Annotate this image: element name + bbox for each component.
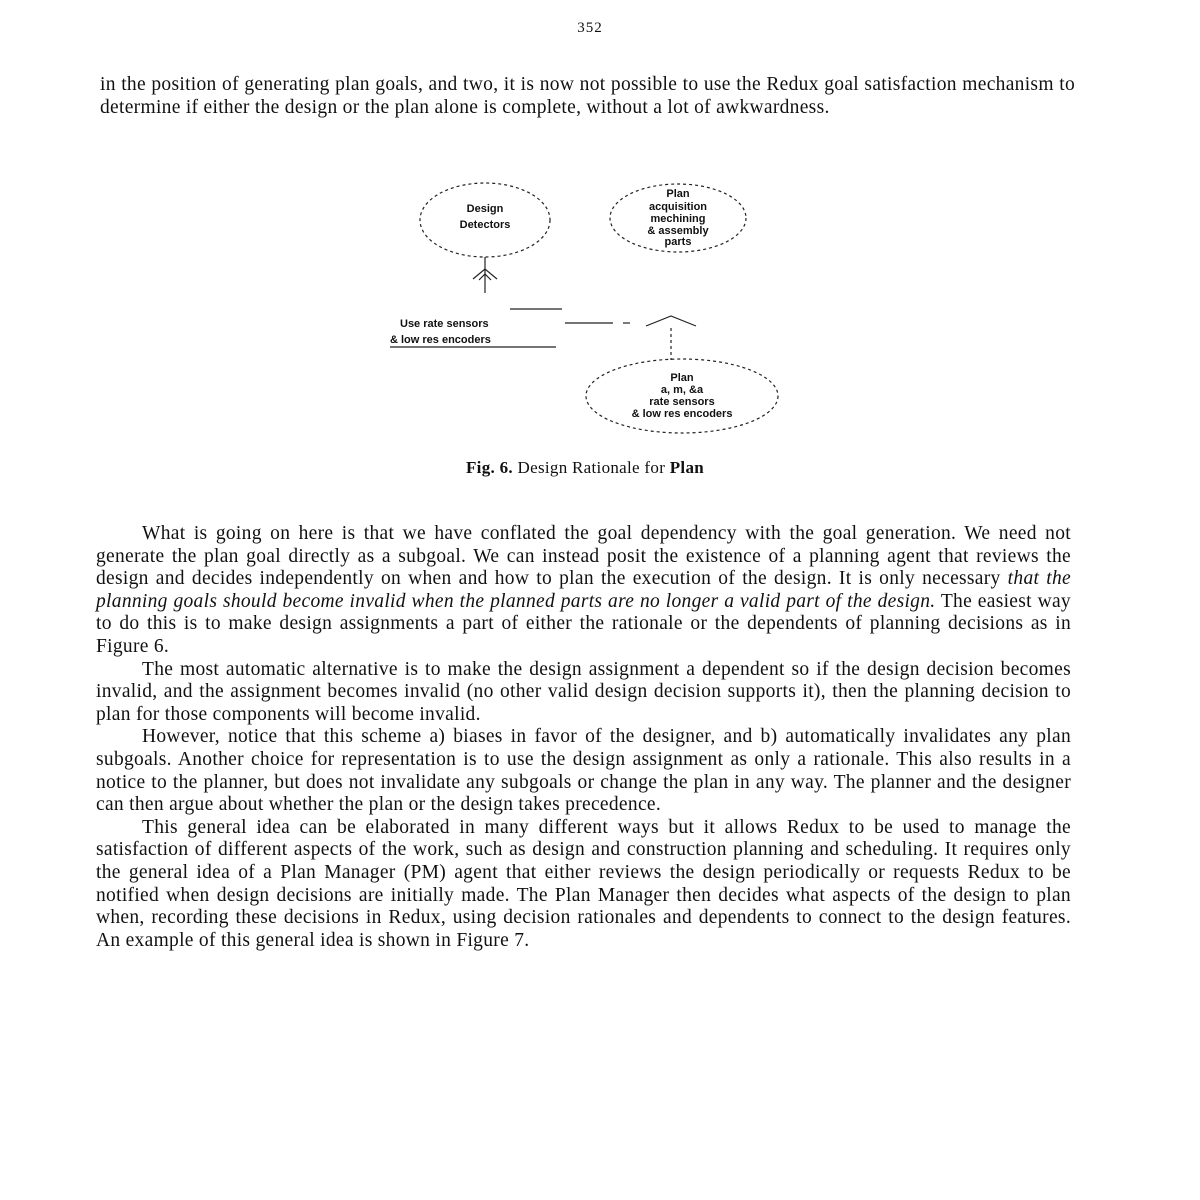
design-rationale-diagram xyxy=(380,176,800,446)
plan-rate-sensors-line-2: a, m, &a xyxy=(660,384,704,396)
use-rate-sensors-line-1: Use rate sensors xyxy=(400,318,489,330)
plan-acquisition-line-3: mechining xyxy=(650,213,706,225)
plan-acquisition-line-2: acquisition xyxy=(648,201,708,213)
intro-paragraph: in the position of generating plan goals, and two, it is now not possible to use the Redux goal satisfaction mechanism to determine if either the design or the plan alone is complete, without a lot of awkwardness. xyxy=(100,74,1075,118)
plan-rate-sensors-line-4: & low res encoders xyxy=(631,408,733,420)
caption-text: Design Rationale for xyxy=(517,458,666,477)
body-text xyxy=(96,523,1071,952)
paragraph-2: The most automatic alternative is to make the design assignment a dependent so if the design decision becomes invalid, and the assignment becomes invalid (no other valid design decision supports it), then the planning decision to plan for those components will become invalid. xyxy=(96,658,1071,725)
plan-acquisition-line-5: parts xyxy=(664,236,692,248)
design-detectors-line-1: Design xyxy=(466,203,504,215)
plan-rate-sensors-line-3: rate sensors xyxy=(649,396,715,408)
plan-acquisition-line-4: & assembly xyxy=(647,225,709,237)
plan-rate-sensors-line-1: Plan xyxy=(670,372,694,384)
figure-caption xyxy=(0,458,1170,478)
figure-6 xyxy=(380,176,800,446)
caption-last-word: Plan xyxy=(669,458,704,477)
caption-label: Fig. 6. xyxy=(466,458,513,477)
page-number: 352 xyxy=(577,20,603,36)
paragraph-4: This general idea can be elaborated in many different ways but it allows Redux to be used to manage the satisfaction of different aspects of the work, such as design and construction planning and scheduling. It requires only the general idea of a Plan Manager (PM) agent that either reviews the design periodically or requests Redux to be notified when design decisions are initially made. The Plan Manager then decides what aspects of the design to plan when, recording these decisions in Redux, using decision rationales and dependents to connect to the design features. An example of this general idea is shown in Figure 7. xyxy=(96,816,1071,951)
design-detectors-line-2: Detectors xyxy=(459,219,511,231)
paragraph-1-emphasis: that the planning goals should become invalid when the planned parts are no longer a valid part of the design. xyxy=(96,568,1071,612)
paragraph-1-end: The easiest way to do this is to make design assignments a part of either the rationale or the dependents of planning decisions as in Figure 6. xyxy=(96,590,1071,657)
paragraph-1-start: What is going on here is that we have conflated the goal dependency with the goal generation. We need not generate the plan goal directly as a subgoal. We can instead posit the existence of a planning agent that reviews the design and decides independently on when and how to plan the execution of the design. It is only necessary xyxy=(96,523,1071,590)
use-rate-sensors-line-2: & low res encoders xyxy=(390,334,491,346)
paragraph-3: However, notice that this scheme a) biases in favor of the designer, and b) automatically invalidates any plan subgoals. Another choice for representation is to use the design assignment as only a rationale. This also results in a notice to the planner, but does not invalidate any subgoals or change the plan in any way. The planner and the designer can then argue about whether the plan or the design takes precedence. xyxy=(96,726,1071,816)
arrow-head xyxy=(646,316,696,326)
paragraph-1 xyxy=(96,523,1071,659)
plan-acquisition-line-1: Plan xyxy=(666,188,690,200)
